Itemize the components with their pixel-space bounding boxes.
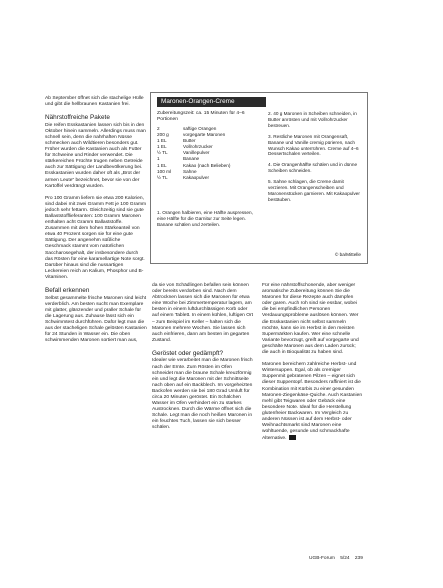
ingredient-name: Sahne xyxy=(183,168,197,174)
intro-paragraph: Ab September öffnet sich die stachelige Hülle und gibt die hellbraunen Kastanien frei. xyxy=(45,96,144,108)
photo-credit: © ba/Mittelle xyxy=(334,252,361,257)
end-of-article-icon xyxy=(289,435,296,440)
recipe-step-3: 3. Restliche Maronen mit Orangensaft, Banane und Vanille cremig pürieren, nach Wunsch Kakao unterrühren. Creme auf 4–6 Dessertschalen verteilen. xyxy=(268,133,359,157)
section-heading-geroestet: Geröstet oder gedämpft? xyxy=(152,349,224,357)
paragraph xyxy=(262,362,363,442)
ingredient-quantity: 200 g xyxy=(157,132,169,138)
text-column-2 xyxy=(152,283,254,438)
recipe-box xyxy=(150,92,368,264)
section-heading-befall: Befall erkennen xyxy=(45,287,90,295)
ingredient-name: Kakaopulver xyxy=(183,174,210,180)
recipe-title: Maronen-Orangen-Creme xyxy=(157,97,266,107)
recipe-step-5: 5. Sahne schlagen, die Creme damit verzieren. Mit Orangenscheiben und Maronenstücken garnieren. Mit Kakaopulver bestäuben. xyxy=(268,179,360,202)
recipe-step-4: 4. Die Orangenhälfte schälen und in dünne Scheiben schneiden. xyxy=(268,162,358,174)
ingredient-quantity: 1 xyxy=(157,156,160,162)
paragraph: Die reifen Esskastanien lassen sich bis in den Oktober hinein sammeln. Allerdings muss man schnell sein, denn die nahrhaften Nüsse schmecken auch Wildtieren besonders gut. Früher wurden die Kastanien auch als Futter für Schweine und Rinder verwendet. Die stärkereichen Früchte trugen neben Getreide auch zur Sättigung der Landbevölkerung bei. Esskastanien wurden daher oft als „Brot der armen Leute“ bezeichnet, bevor sie von der Kartoffel verdrängt wurden. xyxy=(45,122,146,189)
ingredient-list xyxy=(157,126,261,181)
issue-number: 5/24 xyxy=(340,556,350,561)
ingredient-quantity: 1 EL xyxy=(157,162,167,168)
page-number: 239 xyxy=(354,556,363,561)
paragraph: da sie von Schädlingen befallen sein können oder bereits verdorben sind. Nach dem Abtrocknen lassen sich die Maronen für etwa eine Woche bei Zimmertemperatur lagern, am besten in einem luftdurchlässigen Korb oder auf einem Tablett. In einem kühlen, luftigen Ort – zum Beispiel im Keller – halten sich die Maronen mehrere Wochen. Sie lassen sich auch einfrieren, dann am besten im gegarten Zustand. xyxy=(152,283,254,343)
text-column-3 xyxy=(262,283,363,448)
ingredient-name: vorgegarte Maronen xyxy=(183,132,226,138)
ingredient-quantity: 100 ml xyxy=(157,168,172,174)
section-heading-naehrstoff: Nährstoffreiche Pakete xyxy=(45,114,110,122)
ingredient-quantity: 1 EL xyxy=(157,144,167,150)
ingredient-name: Vanillepulver xyxy=(183,150,210,156)
paragraph: Idealer wie verarbeitet man die Maronen frisch nach der Ernte. Zum Rösten im Ofen schneidet man die braune Schale kreuzförmig ein und legt die Maronen mit der Schnittseite nach oben auf ein Backblech. Im vorgeheizten Backofen werden sie bei 180 Grad Umluft für circa 20 Minuten geröstet. Ein Schälchen Wasser im Ofen verhindert ein zu starkes Austrocknen. Durch die Wärme öffnet sich die Schale. Legt man die noch heißen Maronen in ein feuchtes Tuch, lassen sie sich besser schälen. xyxy=(152,358,253,431)
ingredient-quantity: ½ TL xyxy=(157,174,168,180)
ingredient-name: saftige Orangen xyxy=(183,126,217,131)
recipe-meta: Zubereitungszeit: ca. 15 Minuten für 4–6 Portionen xyxy=(157,111,245,123)
paragraph: Pro 100 Gramm liefern sie etwa 200 Kalorien, sind dabei mit zwei Gramm Fett je 100 Gramm jedoch sehr fettarm. Gleichzeitig sind sie gute Ballaststofflieferanten: 100 Gramm Maronen enthalten acht Gramm Ballaststoffe. Zusammen mit dem hohen Stärkeanteil von etwa 40 Prozent sorgen sie für eine gute Sättigung. Der angenehm süßliche Geschmack stammt vom natürlichen Saccharosegehalt, der insbesondere durch das Rösten für eine karamellartige Note sorgt. Darüber hinaus sind die nussartigen Leckereien reich an Kalium, Phosphor und B-Vitaminen. xyxy=(45,195,147,280)
recipe-steps-left xyxy=(157,210,261,233)
ingredient-name: Banane xyxy=(183,156,200,162)
paragraph: Für eine nährstoffschonende, aber weniger aromatische Zubereitung können Sie die Maronen für diese Rezepte auch dämpfen oder garen. Auch roh sind sie essbar, wobei die bei empfindlichen Personen Verdauungsprobleme auslösen können. Wer die Esskastanien nicht selbst sammeln möchte, kann sie im Herbst in den meisten Supermärkten kaufen. Wer eine schnelle Variante bevorzugt, greift auf vorgegarte und geschälte Maronen aus dem Laden zurück; die auch in Bioqualität zu haben sind. xyxy=(262,283,359,356)
ingredient-quantity: ½ TL xyxy=(157,150,168,156)
recipe-step-1: 1. Orangen halbieren, eine Hälfte auspressen, eine Hälfte für die Garnitur zur Seite legen. Banane schälen und zerteilen. xyxy=(157,210,253,227)
paragraph: Selbst gesammelte frische Maronen sind leicht verderblich. Am besten sucht man Exemplare mit glatter, glänzender und praller Schale für die Lagerung aus. Zuhause lässt sich ein Schwimmtest durchführen. Dafür legt man die aus der stacheligen Schale gelösten Kastanien für 24 Stunden in Wasser ein. Die oben schwimmenden Maronen sortiert man aus, xyxy=(45,295,147,344)
ingredient-quantity: 1 EL xyxy=(157,138,167,144)
ingredient-row xyxy=(157,175,261,181)
recipe-steps-right xyxy=(268,111,364,208)
page-footer xyxy=(309,556,379,561)
ingredient-name: Butter xyxy=(183,138,196,144)
paragraph-text: Maronen bereichern zahlreiche Herbst- und Wintersuppen. Egal, ob als cremiger Suppenmit gebratenen Pilzen – eignet sich dieser Suppentopf. Besonders raffiniert ist die Kombination mit Kürbis zu einer gesunden Maronen-Ziegenkäse-Quiche. Auch Kastanien mehl gibt Teigwaren oder Gebäck eine besondere Note. Ideal für die Herstellung glutenfreier Backwaren. Im Vergleich zu anderen Nüssen ist auf dem Herbst- oder Weihnachtsmarkt sind Maronen eine wohltuende, gesunde und schmackhafte Alternative. xyxy=(262,362,363,442)
text-column-1 xyxy=(45,96,147,350)
recipe-step-2: 2. 40 g Maronen in Scheiben schneiden, in Butter anrösten und mit Vollrohrzucker bestreuen. xyxy=(268,111,357,128)
ingredient-quantity: 2 xyxy=(157,126,160,131)
ingredient-name: Kakao (nach Belieben) xyxy=(183,162,231,168)
magazine-name: UGB-Forum xyxy=(309,556,335,561)
ingredient-name: Vollrohrzucker xyxy=(183,144,213,150)
